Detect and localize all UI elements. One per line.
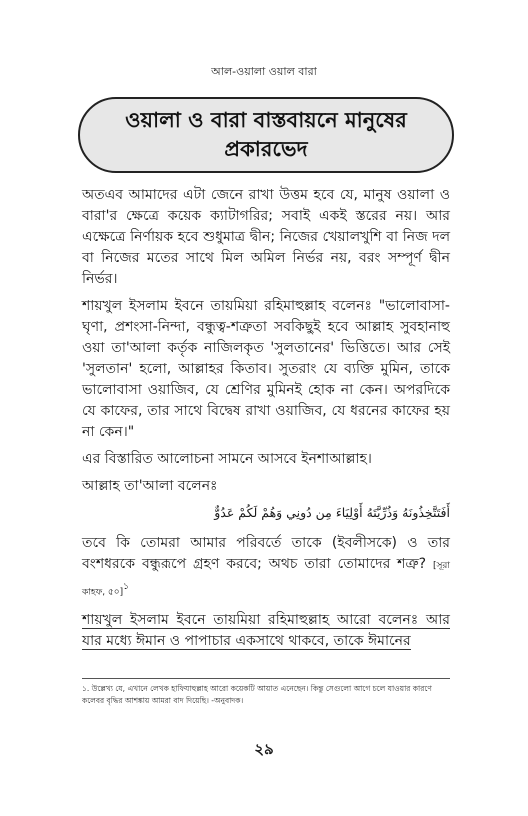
continuation-text: শায়খুল ইসলাম ইবনে তায়মিয়া রহিমাহুল্লাহ আরো বলেনঃ আর যার মধ্যে ঈমান ও পাপাচার একসাথে থাকবে, তাকে ঈমানের <box>82 611 450 649</box>
paragraph-verse-intro: আল্লাহ তা'আলা বলেনঃ <box>82 478 218 494</box>
footnote: ১. উল্লেখ্য যে, এখানে লেখক হাফিযাহুল্লাহ আরো কয়েকটি আয়াত এনেছেন। কিন্তু সেগুলো আগে চলে যাওয়ার কারণে কলেবর বৃদ্ধির আশঙ্কায় আমরা বাদ দিয়েছি। -অনুবাদক। <box>82 684 432 705</box>
footnote-marker: ১ <box>123 582 129 592</box>
running-header: আল-ওয়ালা ওয়াল বারা <box>211 65 317 78</box>
section-title: ওয়ালা ও বারা বাস্তবায়নে মানুষের প্রকারভেদ <box>125 108 407 161</box>
arabic-verse: أَفَتَتَّخِذُونَهُ وَذُرِّيَّتَهُ أَوْلِيَاءَ مِن دُونِي وَهُمْ لَكُمْ عَدُوٌّ <box>214 505 450 520</box>
body-text <box>82 185 450 658</box>
translation-text: তবে কি তোমরা আমার পরিবর্তে তাকে (ইবলীসকে) ও তার বংশধরকে বন্ধুরূপে গ্রহণ করবে; অথচ তারা তোমাদের শত্রু? <box>82 535 450 572</box>
section-title-box <box>78 97 454 173</box>
paragraph-translation <box>82 533 450 604</box>
page-number: ২৯ <box>254 740 274 758</box>
paragraph-note: এর বিস্তারিত আলোচনা সামনে আসবে ইনশাআল্লাহ। <box>82 451 372 467</box>
paragraph-intro: অতএব আমাদের এটা জেনে রাখা উত্তম হবে যে, মানুষ ওয়ালা ও বারা'র ক্ষেত্রে কয়েক ক্যাটাগরির; সবাই একই স্তরের নয়। আর এক্ষেত্রে নির্ণায়ক হবে শুধুমাত্র দ্বীন; নিজের খেয়ালখুশি বা নিজ দল বা নিজের মতের সাথে মিল অমিল নির্ভর নয়, বরং সম্পূর্ণ দ্বীন নির্ভর। <box>82 187 450 287</box>
footnote-divider <box>82 678 450 679</box>
paragraph-continuation <box>82 610 450 652</box>
verse-reference: [সূরা কাহফ, ৫০] <box>82 561 450 598</box>
paragraph-quote: শায়খুল ইসলাম ইবনে তায়মিয়া রহিমাহুল্লাহ বলেনঃ "ভালোবাসা-ঘৃণা, প্রশংসা-নিন্দা, বন্ধুত্ব-শত্রুতা সবকিছুই হবে আল্লাহ সুবহানাহু ওয়া তা'আলা কর্তৃক নাজিলকৃত 'সুলতানের' ভিত্তিতে। আর সেই 'সুলতান' হলো, আল্লাহর কিতাব। সুতরাং যে ব্যক্তি মুমিন, তাকে ভালোবাসা ওয়াজিব, যে শ্রেণির মুমিনই হোক না কেন। অপরদিকে যে কাফের, তার সাথে বিদ্বেষ রাখা ওয়াজিব, যে ধরনের কাফের হয় না কেন।" <box>82 298 450 440</box>
